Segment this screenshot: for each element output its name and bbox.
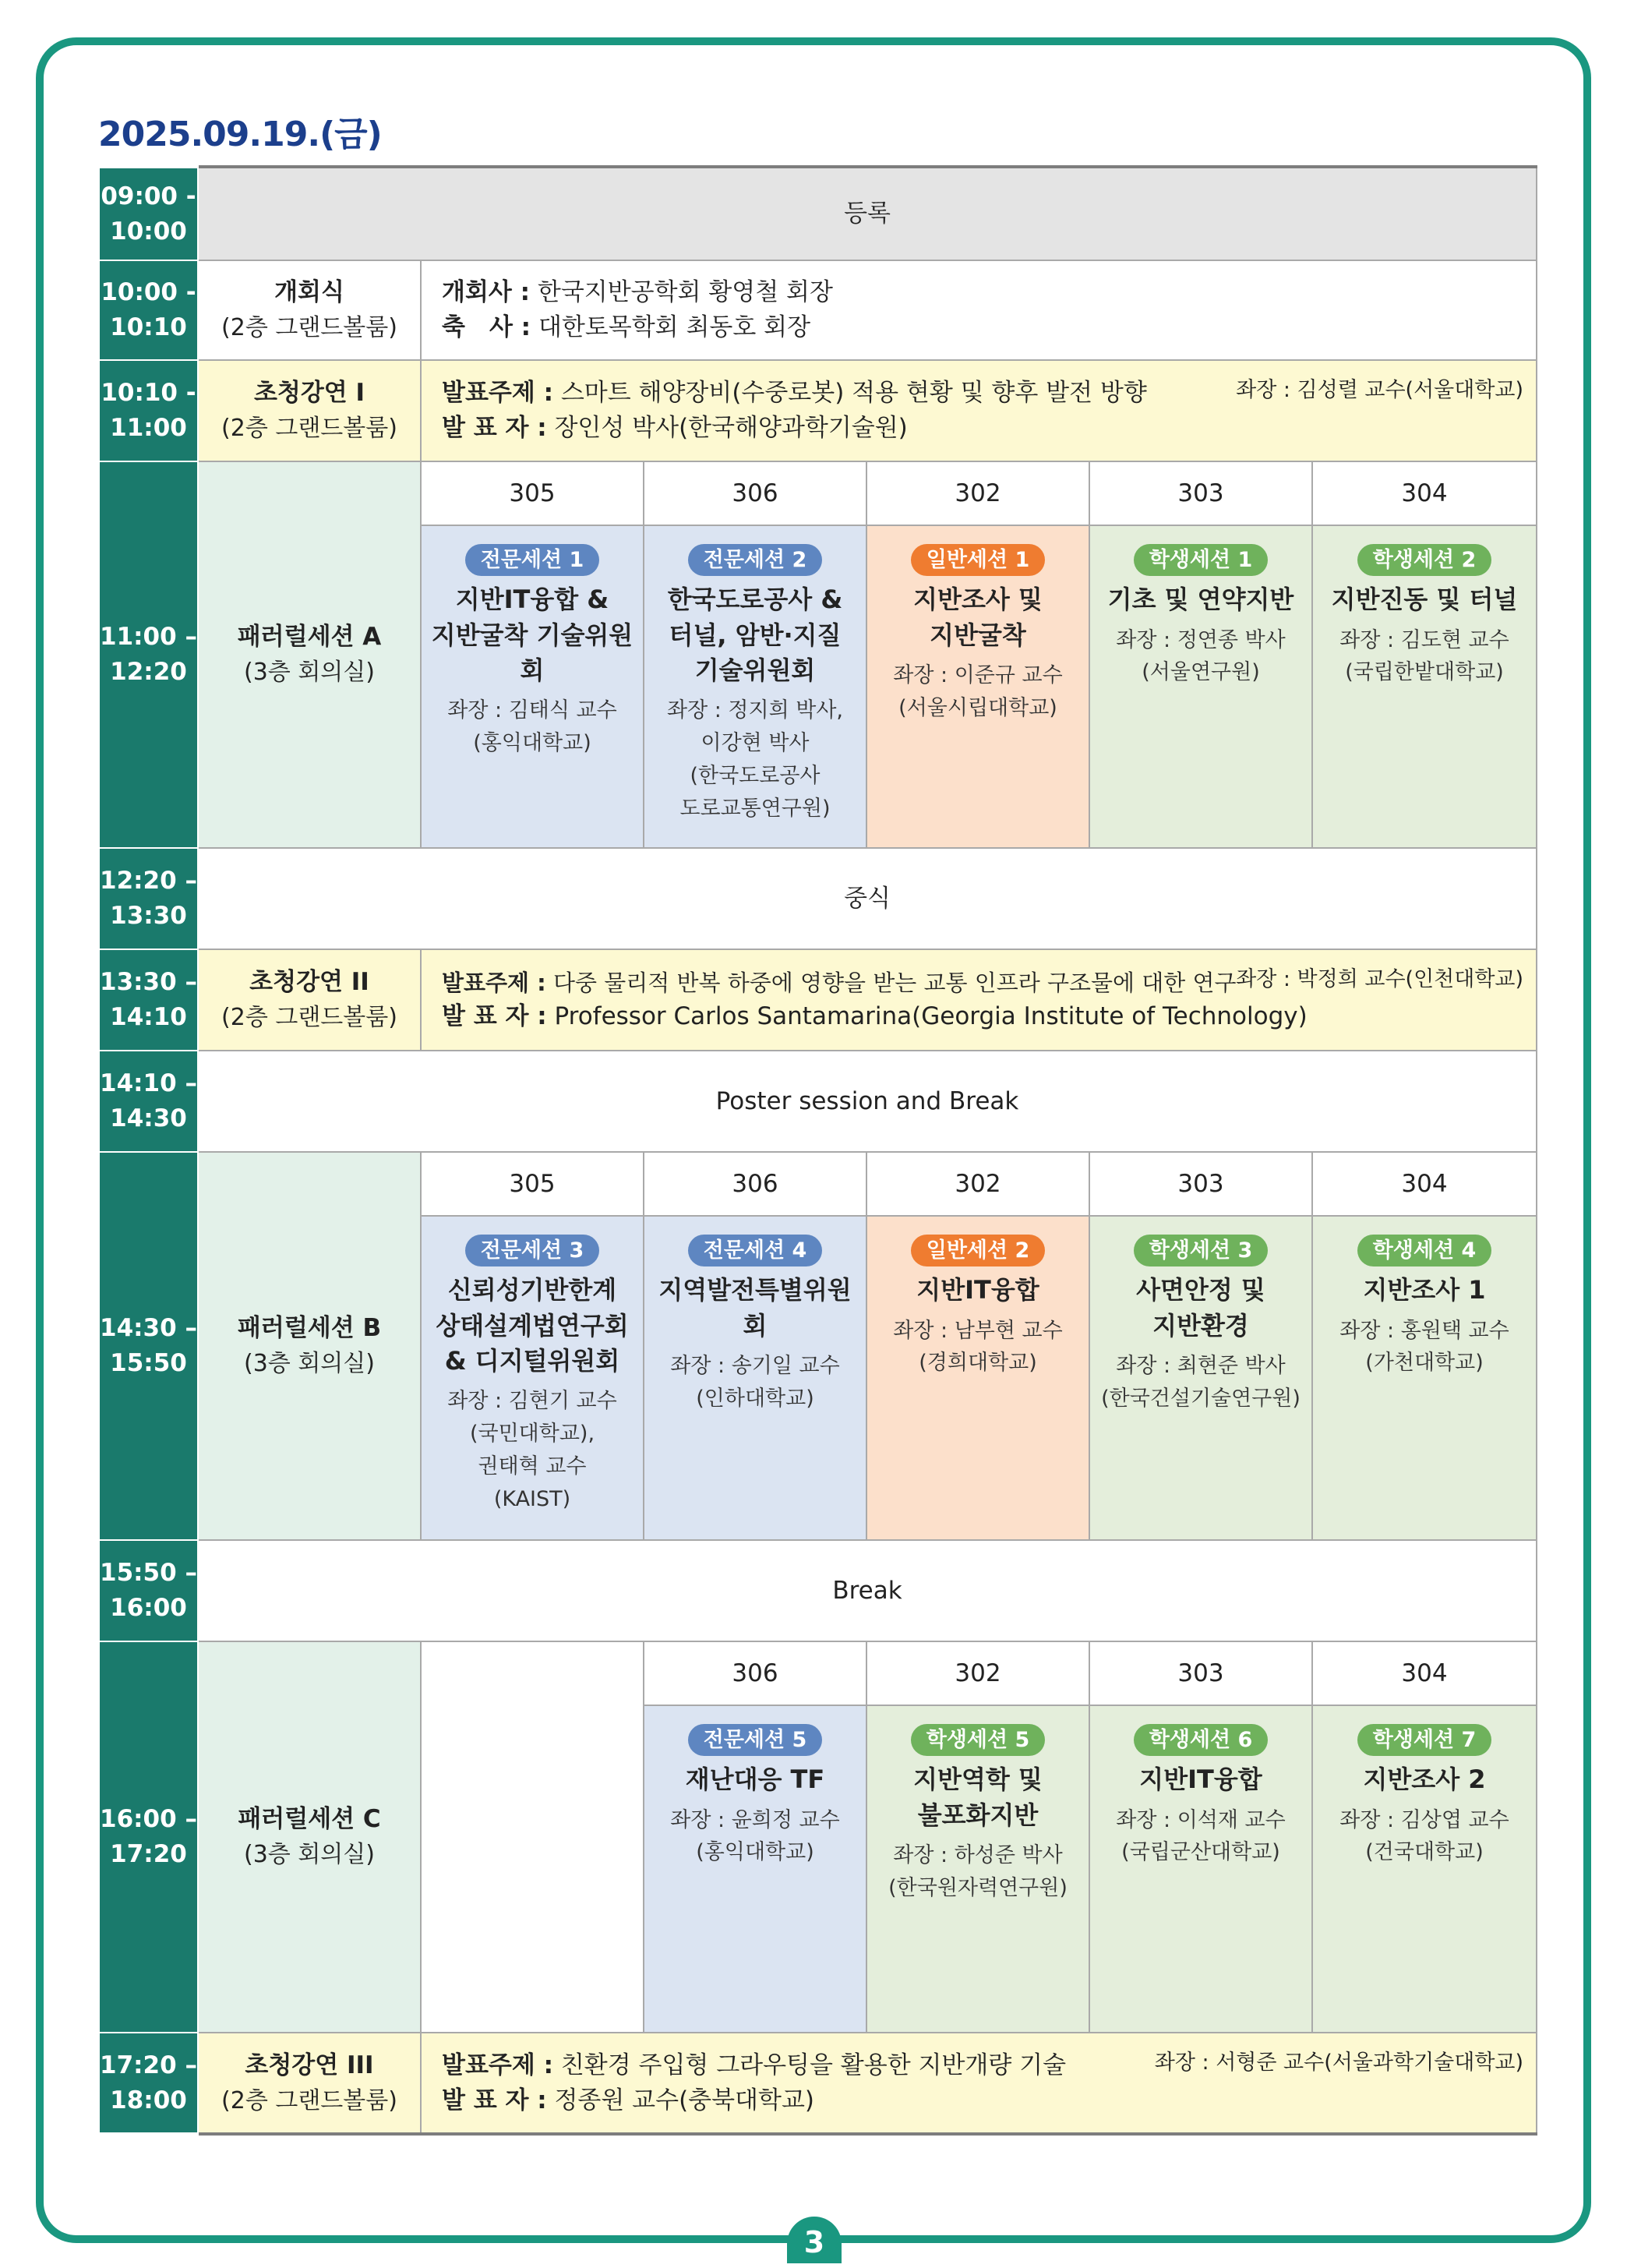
session-badge: 학생세션 3 bbox=[1134, 1235, 1269, 1266]
session-chair-line: 좌장 : 하성준 박사 bbox=[893, 1843, 1063, 1868]
registration-label: 등록 bbox=[198, 167, 1537, 260]
session-chair-line: (KAIST) bbox=[493, 1486, 571, 1511]
event-venue: (3층 회의실) bbox=[244, 1841, 375, 1868]
session-chair-line: (경희대학교) bbox=[919, 1351, 1037, 1376]
session-chair bbox=[872, 1315, 1084, 1380]
keynote-details: 좌장 : 박정희 교수(인천대학교) 발표주제 : 다중 물리적 반복 하중에 영향을 받는 교통 인프라 구조물에 대한 연구 발 표 자 : Professor Carlos Santamarina(Georgia Institute of Technology) bbox=[421, 949, 1537, 1051]
session-chair-line: (국립군산대학교) bbox=[1121, 1840, 1280, 1865]
room-number: 302 bbox=[866, 1152, 1089, 1216]
session-cell bbox=[1312, 1705, 1537, 2033]
session-title-line: 상태설계법연구회 bbox=[436, 1310, 629, 1341]
event-title: 개회식 bbox=[274, 278, 344, 307]
lunch-label: 중식 bbox=[198, 848, 1537, 949]
schedule-date: 2025.09.19.(금) bbox=[98, 115, 382, 154]
room-number: 302 bbox=[866, 1641, 1089, 1705]
session-badge: 학생세션 7 bbox=[1357, 1724, 1492, 1756]
session-chair-line: 좌장 : 김태식 교수 bbox=[447, 698, 617, 723]
session-chair-line: (서울시립대학교) bbox=[898, 695, 1057, 720]
session-chair-line: 좌장 : 정지희 박사, bbox=[666, 698, 843, 723]
session-chair bbox=[649, 694, 861, 825]
row-keynote-3 bbox=[100, 2033, 1537, 2134]
session-badge: 전문세션 2 bbox=[688, 544, 823, 576]
room-number: 304 bbox=[1312, 1641, 1537, 1705]
session-cell bbox=[421, 1216, 644, 1540]
session-chair-line: 좌장 : 김도현 교수 bbox=[1339, 627, 1509, 652]
event-title: 초청강연 III bbox=[245, 2051, 374, 2079]
session-cell bbox=[1312, 525, 1537, 848]
event-label bbox=[198, 461, 421, 848]
time-cell: 15:50 – 16:00 bbox=[100, 1540, 198, 1641]
session-title-line: 지반굴착 기술위원회 bbox=[431, 620, 634, 686]
event-title: 패러럴세션 B bbox=[237, 1314, 382, 1343]
room-number: 303 bbox=[1089, 1641, 1312, 1705]
session-title-line: 지반굴착 bbox=[930, 620, 1026, 650]
session-chair-line: (한국원자력연구원) bbox=[888, 1875, 1068, 1900]
event-venue: (2층 그랜드볼룸) bbox=[221, 314, 397, 341]
session-badge: 전문세션 3 bbox=[465, 1235, 600, 1266]
session-badge: 학생세션 2 bbox=[1357, 544, 1492, 576]
session-chair-line: (서울연구원) bbox=[1142, 660, 1260, 685]
session-cell bbox=[1089, 1216, 1312, 1540]
time-cell: 13:30 – 14:10 bbox=[100, 949, 198, 1051]
session-badge: 학생세션 5 bbox=[911, 1724, 1046, 1756]
time-cell: 10:00 - 10:10 bbox=[100, 260, 198, 360]
session-title-line: 사면안정 및 bbox=[1136, 1275, 1265, 1305]
session-cell bbox=[866, 525, 1089, 848]
break-label: Break bbox=[198, 1540, 1537, 1641]
row-parallel-c-rooms bbox=[100, 1641, 1537, 1705]
session-title-line: 지반조사 및 bbox=[913, 585, 1043, 615]
session-chair bbox=[649, 1804, 861, 1870]
session-chair bbox=[426, 1385, 638, 1515]
session-title-line: 지반환경 bbox=[1152, 1310, 1249, 1341]
session-chair bbox=[649, 1350, 861, 1415]
row-break bbox=[100, 1540, 1537, 1641]
session-chair-line: 좌장 : 윤희정 교수 bbox=[670, 1807, 840, 1832]
session-chair bbox=[872, 1839, 1084, 1905]
room-number: 306 bbox=[644, 1641, 866, 1705]
keynote-details: 좌장 : 김성렬 교수(서울대학교) 발표주제 : 스마트 해양장비(수중로봇) 적용 현황 및 향후 발전 방향 발 표 자 : 장인성 박사(한국해양과학기술원) bbox=[421, 360, 1537, 461]
session-badge: 전문세션 5 bbox=[688, 1724, 823, 1756]
row-parallel-b-rooms bbox=[100, 1152, 1537, 1216]
poster-label: Poster session and Break bbox=[198, 1051, 1537, 1152]
session-title-line: 터널, 암반·지질 bbox=[669, 620, 842, 650]
session-badge: 학생세션 4 bbox=[1357, 1235, 1492, 1266]
session-cell bbox=[644, 1216, 866, 1540]
room-number: 306 bbox=[644, 461, 866, 525]
session-chair-line: 좌장 : 홍원택 교수 bbox=[1339, 1318, 1509, 1343]
event-label bbox=[198, 260, 421, 360]
session-title-line: 불포화지반 bbox=[917, 1800, 1039, 1830]
session-title-line: 기술위원회 bbox=[694, 655, 816, 686]
session-chair-line: (가천대학교) bbox=[1365, 1351, 1484, 1376]
event-label bbox=[198, 949, 421, 1051]
session-title-line: 지반조사 2 bbox=[1363, 1765, 1486, 1795]
room-number: 306 bbox=[644, 1152, 866, 1216]
room-number: 304 bbox=[1312, 1152, 1537, 1216]
row-opening bbox=[100, 260, 1537, 360]
session-title-line: 재난대응 TF bbox=[685, 1765, 825, 1795]
session-title-line: 지반IT융합 bbox=[1139, 1765, 1262, 1795]
empty-room-cell bbox=[421, 1641, 644, 2033]
time-cell: 17:20 – 18:00 bbox=[100, 2033, 198, 2134]
session-chair-line: (한국건설기술연구원) bbox=[1101, 1386, 1301, 1411]
session-cell bbox=[1089, 525, 1312, 848]
session-title-line: 지반IT융합 & bbox=[455, 585, 609, 615]
room-number: 303 bbox=[1089, 461, 1312, 525]
session-badge: 일반세션 2 bbox=[911, 1235, 1046, 1266]
session-title-line: & 디지털위원회 bbox=[444, 1346, 620, 1376]
page-number: 3 bbox=[787, 2217, 842, 2263]
keynote-chair: 좌장 : 박정희 교수(인천대학교) bbox=[1236, 967, 1524, 991]
keynote-details: 좌장 : 서형준 교수(서울과학기술대학교) 발표주제 : 친환경 주입형 그라우팅을 활용한 지반개량 기술 발 표 자 : 정종원 교수(충북대학교) bbox=[421, 2033, 1537, 2134]
session-chair-line: 도로교통연구원) bbox=[679, 796, 831, 821]
row-poster bbox=[100, 1051, 1537, 1152]
session-chair-line: (홍익대학교) bbox=[473, 731, 591, 756]
session-cell bbox=[866, 1216, 1089, 1540]
time-cell: 14:10 – 14:30 bbox=[100, 1051, 198, 1152]
session-title-line: 한국도로공사 & bbox=[667, 585, 843, 615]
session-chair-line: 좌장 : 이석재 교수 bbox=[1116, 1807, 1286, 1832]
session-title-line: 지역발전특별위원회 bbox=[658, 1275, 852, 1341]
session-chair-line: (홍익대학교) bbox=[696, 1840, 814, 1865]
session-chair-line: 좌장 : 김현기 교수 bbox=[447, 1389, 617, 1414]
session-chair-line: (한국도로공사 bbox=[690, 764, 821, 789]
time-cell: 09:00 - 10:00 bbox=[100, 167, 198, 260]
session-cell bbox=[1089, 1705, 1312, 2033]
event-label bbox=[198, 1152, 421, 1540]
event-venue: (2층 그랜드볼룸) bbox=[221, 1004, 397, 1031]
session-chair-line: 좌장 : 김상엽 교수 bbox=[1339, 1807, 1509, 1832]
session-badge: 전문세션 1 bbox=[465, 544, 600, 576]
session-title-line: 기초 및 연약지반 bbox=[1107, 585, 1294, 615]
event-venue: (3층 회의실) bbox=[244, 659, 375, 686]
session-cell bbox=[644, 1705, 866, 2033]
session-chair-line: 이강현 박사 bbox=[701, 731, 810, 756]
session-chair-line: (국민대학교), bbox=[469, 1422, 595, 1447]
event-title: 초청강연 II bbox=[249, 968, 369, 997]
session-chair-line: 좌장 : 최현준 박사 bbox=[1116, 1354, 1286, 1379]
session-badge: 일반세션 1 bbox=[911, 544, 1046, 576]
session-cell bbox=[421, 525, 644, 848]
session-chair-line: (국립한밭대학교) bbox=[1345, 660, 1504, 685]
schedule-table bbox=[100, 165, 1537, 2136]
event-label bbox=[198, 360, 421, 461]
time-cell: 12:20 – 13:30 bbox=[100, 848, 198, 949]
session-chair-line: (인하대학교) bbox=[696, 1386, 814, 1411]
session-chair bbox=[1318, 624, 1531, 690]
session-title-line: 지반역학 및 bbox=[913, 1765, 1043, 1795]
session-chair-line: 권태혁 교수 bbox=[478, 1454, 587, 1479]
session-chair bbox=[1095, 624, 1307, 690]
keynote-chair: 좌장 : 서형준 교수(서울과학기술대학교) bbox=[1154, 2051, 1524, 2075]
event-venue: (2층 그랜드볼룸) bbox=[221, 415, 397, 442]
session-chair bbox=[1095, 1804, 1307, 1870]
session-chair bbox=[872, 659, 1084, 725]
row-keynote-2 bbox=[100, 949, 1537, 1051]
session-chair-line: 좌장 : 이준규 교수 bbox=[893, 663, 1063, 688]
row-parallel-a-rooms bbox=[100, 461, 1537, 525]
row-keynote-1 bbox=[100, 360, 1537, 461]
session-chair-line: 좌장 : 정연종 박사 bbox=[1116, 627, 1286, 652]
session-title-line: 신뢰성기반한계 bbox=[447, 1275, 617, 1305]
room-number: 305 bbox=[421, 1152, 644, 1216]
session-title-line: 지반IT융합 bbox=[916, 1275, 1039, 1305]
session-chair bbox=[1318, 1315, 1531, 1380]
session-badge: 학생세션 1 bbox=[1134, 544, 1269, 576]
session-chair bbox=[426, 694, 638, 760]
row-lunch bbox=[100, 848, 1537, 949]
session-chair-line: (건국대학교) bbox=[1365, 1840, 1484, 1865]
session-chair bbox=[1095, 1350, 1307, 1415]
room-number: 302 bbox=[866, 461, 1089, 525]
time-cell: 10:10 - 11:00 bbox=[100, 360, 198, 461]
event-venue: (2층 그랜드볼룸) bbox=[221, 2086, 397, 2114]
event-label bbox=[198, 2033, 421, 2134]
session-chair bbox=[1318, 1804, 1531, 1870]
session-title-line: 지반조사 1 bbox=[1363, 1275, 1486, 1305]
event-label bbox=[198, 1641, 421, 2033]
session-cell bbox=[866, 1705, 1089, 2033]
opening-details: 개회사 : 한국지반공학회 황영철 회장 축 사 : 대한토목학회 최동호 회장 bbox=[421, 260, 1537, 360]
session-cell bbox=[1312, 1216, 1537, 1540]
keynote-chair: 좌장 : 김성렬 교수(서울대학교) bbox=[1236, 378, 1524, 402]
time-cell: 14:30 – 15:50 bbox=[100, 1152, 198, 1540]
time-cell: 11:00 – 12:20 bbox=[100, 461, 198, 848]
event-title: 패러럴세션 A bbox=[237, 623, 382, 652]
event-title: 패러럴세션 C bbox=[238, 1805, 381, 1834]
room-number: 304 bbox=[1312, 461, 1537, 525]
row-registration bbox=[100, 167, 1537, 260]
session-chair-line: 좌장 : 송기일 교수 bbox=[670, 1354, 840, 1379]
room-number: 305 bbox=[421, 461, 644, 525]
event-venue: (3층 회의실) bbox=[244, 1350, 375, 1377]
event-title: 초청강연 I bbox=[253, 379, 365, 408]
session-cell bbox=[644, 525, 866, 848]
session-badge: 학생세션 6 bbox=[1134, 1724, 1269, 1756]
time-cell: 16:00 – 17:20 bbox=[100, 1641, 198, 2033]
session-title-line: 지반진동 및 터널 bbox=[1331, 585, 1518, 615]
session-badge: 전문세션 4 bbox=[688, 1235, 823, 1266]
room-number: 303 bbox=[1089, 1152, 1312, 1216]
session-chair-line: 좌장 : 남부현 교수 bbox=[893, 1318, 1063, 1343]
